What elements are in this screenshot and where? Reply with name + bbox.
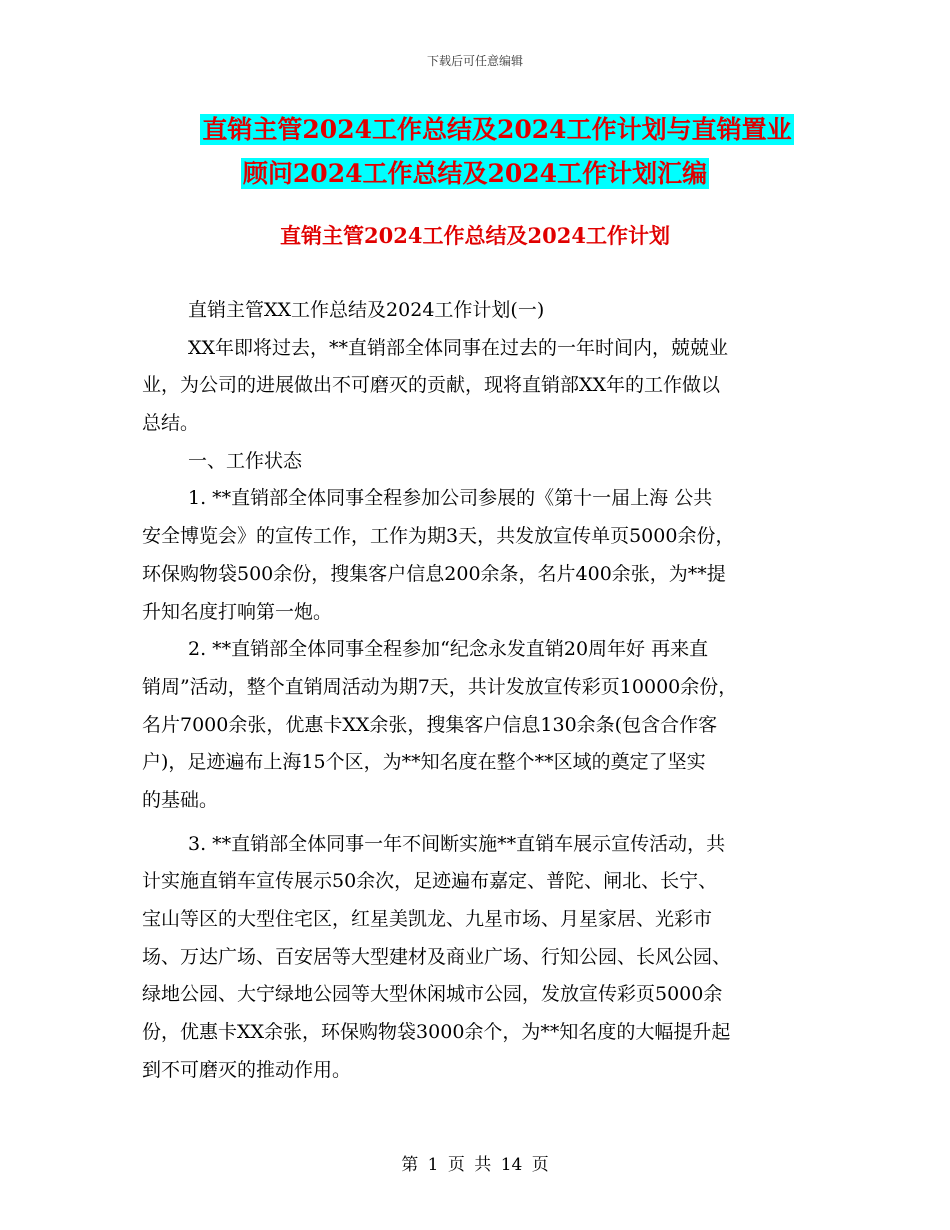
- paragraph-line: 绿地公园、大宁绿地公园等大型休闲城市公园，发放宣传彩页5000余: [142, 983, 723, 1006]
- section-heading: 一、工作状态: [188, 449, 303, 472]
- section-title: 直销主管2024工作总结及2024工作计划: [280, 223, 670, 248]
- paragraph-line: 宝山等区的大型住宅区，红星美凯龙、九星市场、月星家居、光彩市: [142, 908, 713, 930]
- paragraph-line: 名片7000余张，优惠卡XX余张，搜集客户信息130余条(包含合作客: [142, 713, 718, 736]
- paragraph-line: 计实施直销车宣传展示50余次，足迹遍布嘉定、普陀、闸北、长宁、: [142, 870, 718, 893]
- paragraph-line: 3. **直销部全体同事一年不间断实施**直销车展示宣传活动，共: [188, 832, 726, 855]
- paragraph-line: 1. **直销部全体同事全程参加公司参展的《第十一届上海 公共: [188, 487, 713, 510]
- paragraph-line: 业，为公司的进展做出不可磨灭的贡献，现将直销部XX年的工作做以: [142, 374, 721, 397]
- body-text: [142, 292, 812, 1089]
- title-highlight-2: 顾问2024工作总结及2024工作计划汇编: [242, 159, 708, 188]
- document-title-line-2: [0, 157, 950, 191]
- paragraph-line: 升知名度打响第一炮。: [142, 600, 333, 623]
- paragraph-line: 的基础。: [142, 788, 219, 811]
- paragraph-line: 环保购物袋500余份，搜集客户信息200余条，名片400余张，为**提: [142, 562, 726, 585]
- paragraph-line: 户)，足迹遍布上海15个区，为**知名度在整个**区域的奠定了坚实: [142, 751, 706, 774]
- title-highlight-1: 直销主管2024工作总结及2024工作计划与直销置业: [202, 115, 792, 144]
- paragraph-line: 到不可磨灭的推动作用。: [142, 1058, 352, 1081]
- paragraph-line: 2. **直销部全体同事全程参加“纪念永发直销20周年好 再来直: [188, 638, 709, 661]
- paragraph-line: 份，优惠卡XX余张，环保购物袋3000余个，为**知名度的大幅提升起: [142, 1021, 731, 1044]
- paragraph-line: 直销主管XX工作总结及2024工作计划(一): [188, 299, 545, 321]
- header-note: 下载后可任意编辑: [426, 54, 523, 68]
- paragraph-line: 场、万达广场、百安居等大型建材及商业广场、行知公园、长风公园、: [142, 945, 732, 968]
- document-title-line-1: [22, 113, 950, 147]
- paragraph-line: 销周”活动，整个直销周活动为期7天，共计发放宣传彩页10000余份，: [142, 675, 738, 698]
- paragraph-line: XX年即将过去，**直销部全体同事在过去的一年时间内，兢兢业: [188, 336, 729, 359]
- paragraph-line: 安全博览会》的宣传工作，工作为期3天，共发放宣传单页5000余份，: [142, 525, 735, 548]
- paragraph-line: 总结。: [142, 412, 200, 435]
- page-number: 第 1 页 共 14 页: [401, 1155, 549, 1175]
